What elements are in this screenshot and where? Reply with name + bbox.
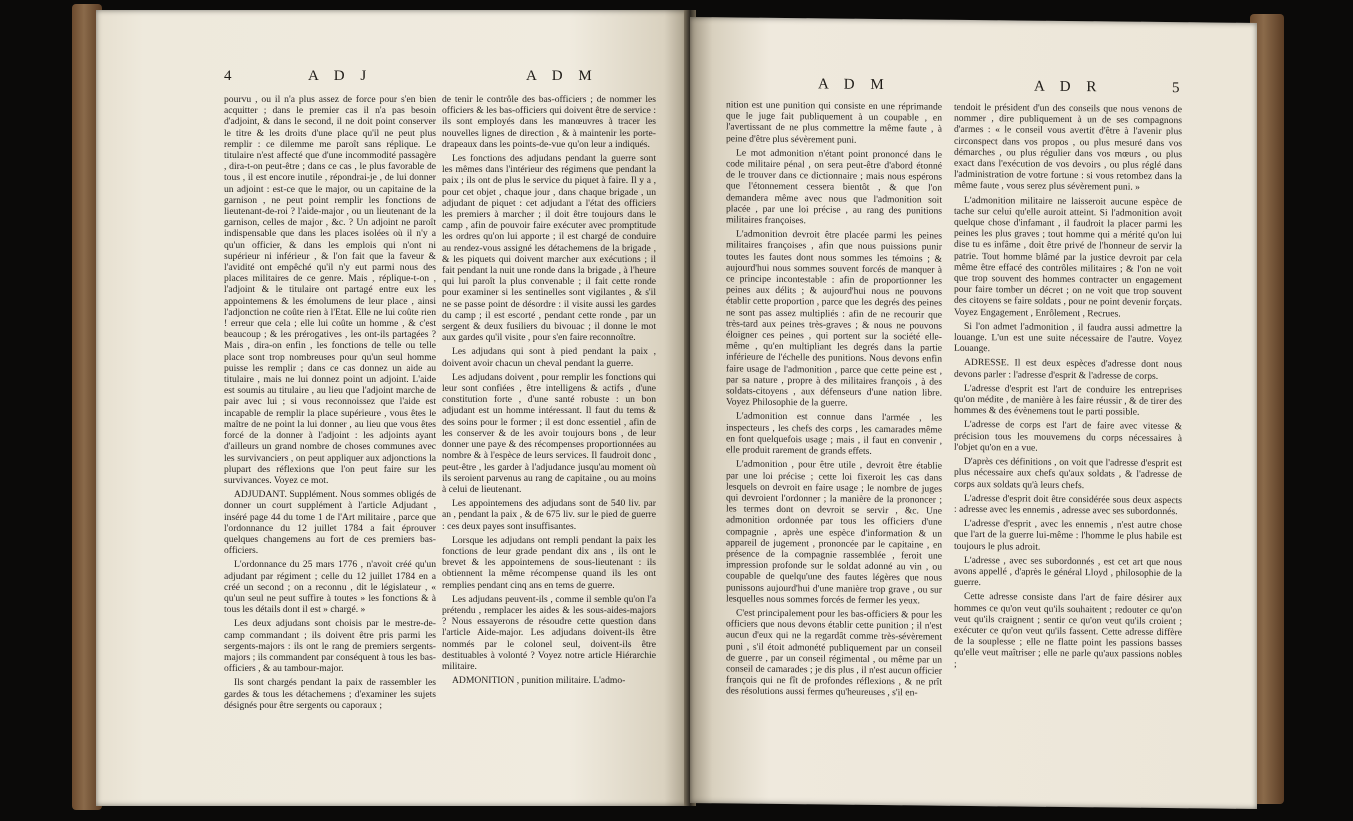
- right-header-adr: A D R: [1034, 78, 1103, 96]
- paragraph: L'admonition , pour être utile , devroit être établie par une loi précise ; cette loi fixeroit les cas dans lesquels on devroit en faire usage ; le nombre de juges qui devroient l'ordonner ; la manière de la prononcer ; les termes dont on devroit se servir , &c. Une admonition ordonnée par tous les officiers d'une compagnie , après une espèce d'information & un appareil de jugement , prononcée par le capitaine , en présence de la compagnie rassemblée , feroit une impression profonde sur le soldat adonné au vin , ou coupable de quelqu'une des fautes légères que nous punissons aujourd'hui d'une manière trop grave , ou sur lesquelles nous sommes forcés de fermer les yeux.: [726, 458, 942, 607]
- paragraph: L'ordonnance du 25 mars 1776 , n'avoit créé qu'un adjudant par régiment ; celle du 12 juillet 1784 en a créé un second ; on a reconnu , dit le législateur , « qu'un seul ne peut suffire à toutes » les fonctions & à tous les détails dont il est » chargé. »: [224, 559, 436, 616]
- paragraph: Ils sont chargés pendant la paix de rassembler les gardes & tous les détachemens ; d'examiner les sujets désignés pour être sergents ou caporaux ;: [224, 677, 436, 711]
- paragraph: tendoit le président d'un des conseils que nous venons de nommer , dire publiquement à un de ses compagnons d'armes : « le conseil vous avertit d'être à l'avenir plus circonspect dans vos propos , ou plus mesuré dans vos démarches , ou plus régulier dans vos mœurs , ou plus exact dans l'exécution de vos devoirs , ou plus réglé dans l'administration de votre fortune : si vous retombez dans la même faute , vous serez plus sévèrement puni. »: [954, 101, 1182, 194]
- paragraph: nition est une punition qui consiste en une réprimande que le juge fait publiquement à un coupable , en l'avertissant de ne plus commettre la même faute , à peine d'être plus sévèrement puni.: [726, 99, 942, 146]
- paragraph: Les appointemens des adjudans sont de 540 liv. par an , pendant la paix , & de 675 liv. sur le pied de guerre : ces deux payes sont insuffisantes.: [442, 498, 656, 532]
- paragraph: Le mot admonition n'étant point prononcé dans le code militaire pénal , on sera peut-être d'abord étonné de le trouver dans ce dictionnaire ; mais nous espérons que l'étonnement cessera bientôt , & que l'on demandera même avec nous que l'admonition soit placée , par une loi précise , au rang des punitions militaires françoises.: [726, 147, 942, 227]
- paragraph: Cette adresse consiste dans l'art de faire désirer aux hommes ce qu'on veut qu'ils souhaitent ; redouter ce qu'on veut qu'ils craignent ; sentir ce qu'on veut qu'ils croient ; exécuter ce qu'on veut qu'ils fassent. Cette adresse diffère de la souplesse ; elle ne flatte point les passions basses qu'elle veut maîtriser ; elle ne parle qu'aux passions nobles ;: [954, 591, 1182, 670]
- paragraph: pourvu , ou il n'a plus assez de force pour s'en bien acquitter ; dans le premier cas il n'a pas besoin d'adjoint, & dans le second, il ne doit point conserver le titre & les droits d'une place qu'il ne peut plus remplir : ce dilemme me paroît sans réplique. Le titulaire n'est affecté que d'une incommodité passagère , dira-t-on peut-être ; dans ce cas , le plus favorable de tous , il est encore inutile , répondrai-je , de lui donner un adjoint : est-ce que le major, ou un capitaine de la garnison , ne peut point remplir les fonctions de lieutenant-de-roi ? l'aide-major , ou un lieutenant de la garnison, celles de major , &c. ? Un adjoint ne paroît indispensable que dans les places isolées où il n'y a qu'un officier, & dans les emplois qui n'ont ni supérieur ni inférieur , & l'on fait que la faveur & l'avidité ont empêché qu'il n'y eut parmi nous des places militaires de ce genre. Mais , réplique-t-on , l'adjoint & le titulaire ont partagé entre eux les appointemens & les émolumens de leur place , ainsi l'adjonction ne coûte rien à l'Etat. Elle ne lui coûte rien ! erreur que cela ; elle lui coûte un homme , & c'est beaucoup ; & les prérogatives , les ont-ils partagées ? Mais , dira-on enfin , les fonctions de telle ou telle place sont trop nombreuses pour qu'un seul homme puisse les remplir ; dans ce cas donnez un aide au titulaire , mais ne lui donnez point un adjoint. L'aide est soumis au titulaire , au lieu que l'adjoint marche de pair avec lui ; si vous reconnoissez que l'aide est incapable de remplir la place supérieure , vous êtes le maître de ne point la lui donner , au lieu que vous êtes forcé de la donner à l'adjoint : les adjoints ayant d'ailleurs un grand nombre de choses communes avec les survivanciers , on peut appliquer aux adjonctions la plupart des réflexions que l'on peut faire sur les survivances. Voyez ce mot.: [224, 94, 436, 486]
- paragraph: L'admonition militaire ne laisseroit aucune espèce de tache sur celui qu'elle auroit atteint. Si l'admonition avoit quelque chose d'infamant , il faudroit la placer parmi les peines les plus graves ; tout homme qui a mérité qu'on lui dise tu es infâme , doit être privé de l'honneur de servir la patrie. Tout homme blâmé par la justice devroit par cela même être effacé des contrôles militaires ; & l'on ne voit que trop souvent des hommes contracter un engagement pour faire tomber un décret ; on ne voit que trop souvent des citoyens se faire soldats , pour ne point devenir forçats. Voyez Engagement , Enrôlement , Recrues.: [954, 194, 1182, 320]
- paragraph: Les deux adjudans sont choisis par le mestre-de-camp commandant ; ils doivent être pris parmi les sergents-majors : ils ont le rang de premiers sergents-majors ; ils commandent par conséquent à tous les bas-officiers , & au tambour-major.: [224, 618, 436, 675]
- paragraph: C'est principalement pour les bas-officiers & pour les officiers que nous devons établir cette punition ; il n'est aucun d'eux qui ne la regardât comme très-sévèrement puni , s'il étoit admonété publiquement par un conseil de guerre , par un conseil régimental , ou même par un conseil de camarades ; je dis plus , il n'est aucun officier françois qui ne fît de profondes réflexions , & ne prît des résolutions aussi fermes qu'heureuses , s'il en-: [726, 607, 942, 699]
- right-column-1: [726, 99, 942, 801]
- left-page-number: 4: [224, 68, 238, 84]
- left-page: [96, 10, 688, 806]
- right-page-number: 5: [1172, 80, 1186, 97]
- paragraph: ADJUDANT. Supplément. Nous sommes obligés de donner un court supplément à l'article Adjudant , inséré page 44 du tome 1 de l'Art militaire , parce que l'ordonnance du 12 juillet 1784 a fait éprouver quelques changemens au fort de ces premiers bas-officiers.: [224, 489, 436, 557]
- paragraph: Les adjudans qui sont à pied pendant la paix , doivent avoir chacun un cheval pendant la guerre.: [442, 346, 656, 369]
- paragraph: de tenir le contrôle des bas-officiers ; de nommer les officiers & les bas-officiers qui doivent être de service : ils sont employés dans les manœuvres à tracer les nouvelles lignes de direction , & à maintenir les porte-drapeaux dans les points-de-vue qu'on leur a indiqués.: [442, 94, 656, 150]
- paragraph: Lorsque les adjudans ont rempli pendant la paix les fonctions de leur grade pendant dix ans , ils ont le brevet & les appointemens de sous-lieutenant : ils obtiennent la même récompense quand ils les ont remplies pendant cinq ans en tems de guerre.: [442, 534, 656, 591]
- paragraph: L'adresse de corps est l'art de faire avec vitesse & précision tous les mouvemens du corps nécessaires à l'objet qu'on en a vue.: [954, 419, 1182, 454]
- paragraph: Les adjudans peuvent-ils , comme il semble qu'on l'a prétendu , remplacer les aides & les sous-aides-majors ? Nous essayerons de résoudre cette question dans l'article Aide-major. Les adjudans doivent-ils être nommés par le colonel seul, doivent-ils être destituables à volonté ? Voyez notre article Hiérarchie militaire.: [442, 593, 656, 672]
- paragraph: D'après ces définitions , on voit que l'adresse d'esprit est plus nécessaire aux chefs qu'aux soldats , & l'adresse de corps aux soldats qu'à leurs chefs.: [954, 455, 1182, 491]
- paragraph: Les adjudans doivent , pour remplir les fonctions qui leur sont confiées , être intelligens & actifs , d'une constitution forte , d'une santé robuste : un bon adjudant est un homme intéressant. Il faut du tems & des soins pour le former ; il est donc essentiel , afin de les conserver & de les avoir toujours bons , de leur donner une paye & des récompenses proportionnées au nombre & à l'espèce de leurs services. Il faudroit donc , peut-être , les garder à l'adjudance jusqu'au moment où ils seroient parvenus au rang de capitaine , ou au moins à celui de lieutenant.: [442, 371, 656, 495]
- paragraph: ADMONITION , punition militaire. L'admo-: [452, 675, 626, 687]
- paragraph: Les fonctions des adjudans pendant la guerre sont les mêmes dans l'intérieur des régimens que pendant la paix ; ils ont de plus le service du piquet à faire. Il y a , pour cet objet , chaque jour , dans chaque brigade , un adjudant de piquet : cet adjudant a l'état des officiers les premiers à marcher ; il doit être toujours dans le camp , afin de pouvoir faire exécuter avec promptitude les ordres qu'on lui apporte ; il est chargé de conduire au rendez-vous assigné les détachemens de la brigade , & les piquets qui doivent marcher aux exécutions ; il fait pendant la nuit une ronde dans la brigade , à l'heure qui lui paroît la plus convenable ; il fait cette ronde pour examiner si les sentinelles sont vigilantes , & s'il ne se passe point de désordre : il visite aussi les gardes du camp ; il est escorté , pendant cette ronde , par un sergent & deux fusiliers du bivouac ; il donne le mot aux gardes qu'il visite , pour s'en faire reconnoître.: [442, 153, 656, 344]
- paragraph: Si l'on admet l'admonition , il faudra aussi admettre la louange. L'un est une suite nécessaire de l'autre. Voyez Louange.: [954, 320, 1182, 355]
- paragraph: L'adresse , avec ses subordonnés , est cet art que nous avons appellé , d'après le général Lloyd , philosophie de la guerre.: [954, 554, 1182, 589]
- right-header-adm: A D M: [818, 76, 890, 94]
- paragraph: L'adresse d'esprit est l'art de conduire les entreprises qu'on médite , de manière à les faire réussir , & de tirer des hommes & des évènemens tout le parti possible.: [954, 382, 1182, 419]
- paragraph: L'admonition est connue dans l'armée , les inspecteurs , les chefs des corps , les camarades même en font quelquefois usage ; mais , il faut en convenir , elle produit rarement de grands effets.: [726, 410, 942, 458]
- left-column-1: [224, 94, 436, 794]
- left-header-adm: A D M: [526, 68, 598, 84]
- right-column-2: [954, 102, 1182, 804]
- paragraph: ADRESSE. Il est deux espèces d'adresse dont nous devons parler : l'adresse d'esprit & l'adresse de corps.: [954, 357, 1182, 382]
- paragraph: L'adresse d'esprit , avec les ennemis , n'est autre chose que l'art de la guerre lui-même : l'homme le plus habile est toujours le plus adroit.: [954, 518, 1182, 553]
- paragraph: L'adresse d'esprit doit être considérée sous deux aspects : adresse avec les ennemis , adresse avec ses subordonnés.: [954, 492, 1182, 518]
- left-header-adj: A D J: [308, 68, 373, 84]
- left-column-2: [442, 94, 656, 794]
- paragraph: L'admonition devroit être placée parmi les peines militaires françoises , afin que nous puissions punir toutes les fautes dont nous sommes les témoins ; & aujourd'hui nous sommes souvent forcés de manquer à ce principe incontestable : afin de proportionner les peines aux délits ; & aujourd'hui nous ne pouvons établir cette proportion , parce que les degrés des peines ne sont pas assez multipliés : afin de ne recourir que très-tard aux peines très-graves ; & nous ne pouvons éloigner ces peines , qui portent sur la société elle-même , qu'en multipliant les degrés dans la partie inférieure de l'échelle des punitions. Nous devons enfin faire usage de l'admonition , parce que cette peine est , par sa nature , propre à des militaires françois , à des soldats-citoyens , aux défenseurs d'une nation libre. Voyez Philosophie de la guerre.: [726, 228, 942, 409]
- right-page: [690, 17, 1257, 809]
